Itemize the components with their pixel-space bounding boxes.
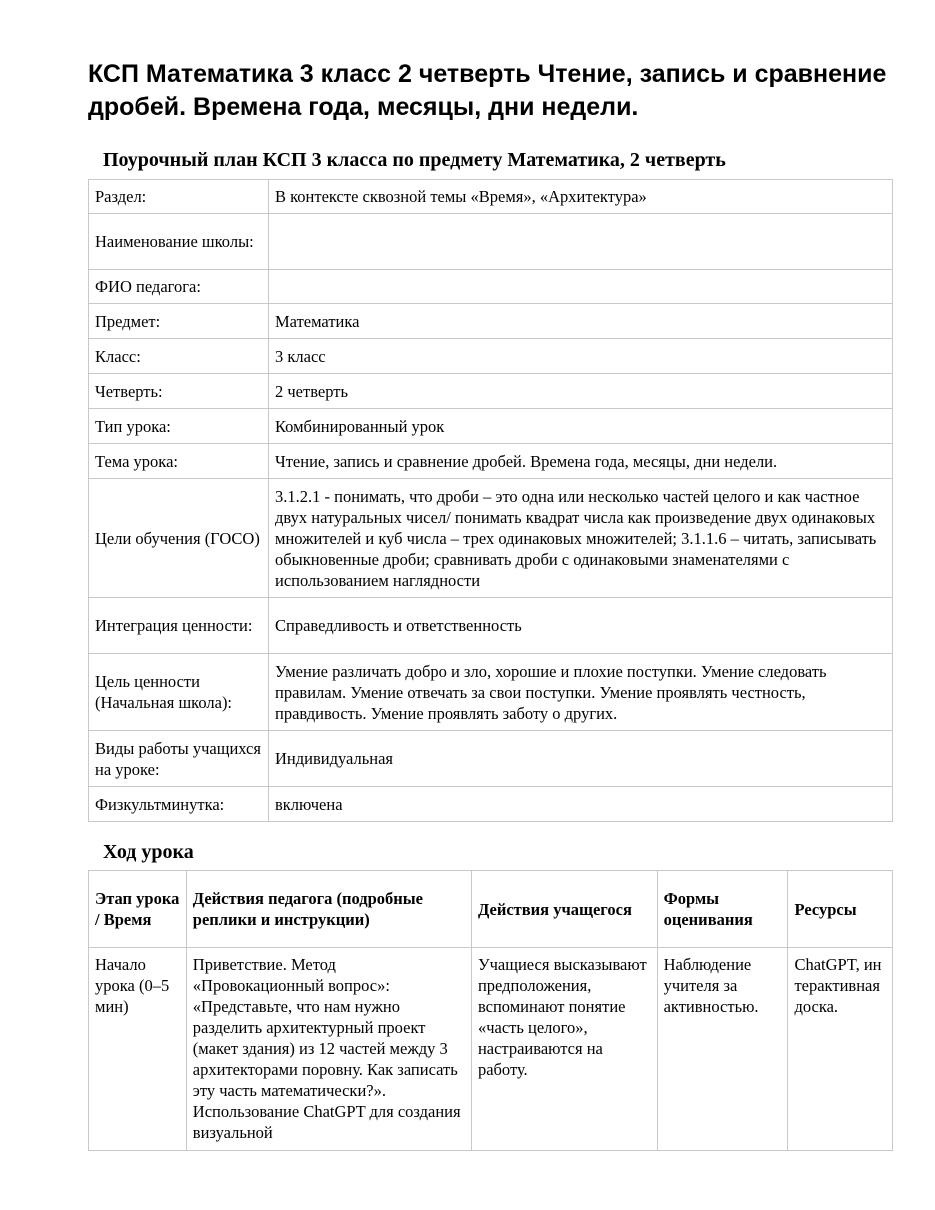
row-value: 3.1.2.1 - понимать, что дроби – это одна или несколько частей целого и как частное двух натуральных чисел/ понимать квадрат числа как произведение двух одинаковых множителей и куб числа – трех одинаковых множителей; 3.1.1.6 – читать, записывать обыкновенные дроби; сравнивать дроби с одинаковыми знаменателями с использованием наглядности <box>269 479 893 598</box>
resources-cell: ChatGPT, интерактивная доска. <box>788 948 893 1151</box>
row-label: Физкультминутка: <box>89 787 269 822</box>
row-label: Тип урока: <box>89 409 269 444</box>
row-label: Класс: <box>89 339 269 374</box>
student-actions-cell: Учащиеся высказывают предположения, вспоминают понятие «часть целого», настраиваются на работу. <box>471 948 657 1151</box>
assessment-cell: Наблюдение учителя за активностью. <box>657 948 788 1151</box>
table-row <box>89 948 893 1151</box>
column-header-resources: Ресурсы <box>788 871 893 948</box>
column-header-assessment: Формы оценивания <box>657 871 788 948</box>
document-title: КСП Математика 3 класс 2 четверть Чтение, запись и сравнение дробей. Времена года, месяцы, дни недели. <box>88 60 887 121</box>
table-row <box>89 374 893 409</box>
row-label: Наименование школы: <box>89 214 269 270</box>
row-value: Справедливость и ответственность <box>269 598 893 654</box>
table-row <box>89 270 893 304</box>
stage-cell: Начало урока (0–5 мин) <box>89 948 187 1151</box>
row-label: Интеграция ценности: <box>89 598 269 654</box>
row-value: Умение различать добро и зло, хорошие и плохие поступки. Умение следовать правилам. Умение отвечать за свои поступки. Умение проявлять честность, правдивость. Умение проявлять заботу о других. <box>269 654 893 731</box>
table-header-row <box>89 871 893 948</box>
row-value: Комбинированный урок <box>269 409 893 444</box>
table-row <box>89 479 893 598</box>
table-row <box>89 787 893 822</box>
table-row <box>89 598 893 654</box>
table-row <box>89 731 893 787</box>
row-label: Раздел: <box>89 180 269 214</box>
row-label: ФИО педагога: <box>89 270 269 304</box>
row-value: Индивидуальная <box>269 731 893 787</box>
row-label: Цели обучения (ГОСО) <box>89 479 269 598</box>
table-row <box>89 654 893 731</box>
row-value: Чтение, запись и сравнение дробей. Времена года, месяцы, дни недели. <box>269 444 893 479</box>
table-row <box>89 409 893 444</box>
lesson-flow-heading: Ход урока <box>103 841 194 863</box>
lesson-info-table <box>88 179 893 822</box>
row-label: Тема урока: <box>89 444 269 479</box>
row-label: Четверть: <box>89 374 269 409</box>
plan-heading: Поурочный план КСП 3 класса по предмету Математика, 2 четверть <box>103 149 726 171</box>
row-value: В контексте сквозной темы «Время», «Архитектура» <box>269 180 893 214</box>
table-row <box>89 304 893 339</box>
row-value: Математика <box>269 304 893 339</box>
table-row <box>89 444 893 479</box>
lesson-flow-table <box>88 870 893 1151</box>
table-row <box>89 339 893 374</box>
row-value <box>269 214 893 270</box>
column-header-stage: Этап урока / Время <box>89 871 187 948</box>
column-header-teacher-actions: Действия педагога (подробные реплики и инструкции) <box>186 871 471 948</box>
teacher-actions-cell: Приветствие. Метод «Провокационный вопрос»: «Представьте, что нам нужно разделить архитектурный проект (макет здания) из 12 частей между 3 архитекторами поровну. Как записать эту часть математически?». Использование ChatGPT для создания визуальной <box>186 948 471 1151</box>
row-label: Виды работы учащихся на уроке: <box>89 731 269 787</box>
column-header-student-actions: Действия учащегося <box>471 871 657 948</box>
row-value: включена <box>269 787 893 822</box>
row-value <box>269 270 893 304</box>
row-label: Предмет: <box>89 304 269 339</box>
row-value: 2 четверть <box>269 374 893 409</box>
row-value: 3 класс <box>269 339 893 374</box>
table-row <box>89 180 893 214</box>
row-label: Цель ценности (Начальная школа): <box>89 654 269 731</box>
table-row <box>89 214 893 270</box>
